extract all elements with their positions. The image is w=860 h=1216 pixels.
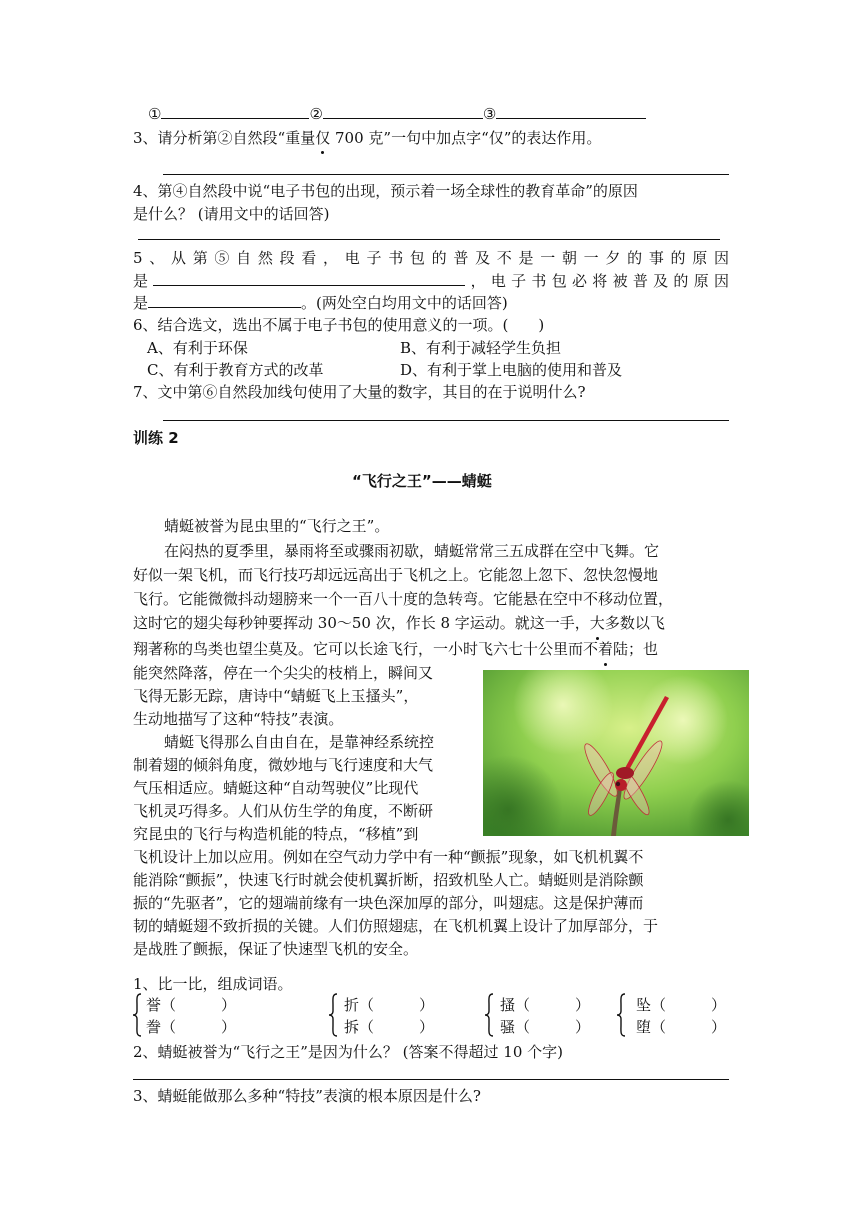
paragraph-3-line: 能消除“颤振”，快速飞行时就会使机翼折断，招致机坠人亡。蜻蜓则是消除颤: [133, 871, 644, 889]
paragraph-1: 蜻蜓被誉为昆虫里的“飞行之王”。: [164, 517, 390, 535]
dotted-char: 仅: [315, 129, 331, 147]
question-7: 7、文中第⑥自然段加线句使用了大量的数字，其目的在于说明什么?: [133, 383, 586, 401]
paragraph-2-line: 飞得无影无踪，唐诗中“蜻蜓飞上玉搔头”，: [133, 687, 419, 705]
dotted-char: 大: [590, 612, 605, 635]
blank-q5-b[interactable]: [148, 292, 301, 308]
brace-icon: [484, 993, 494, 1037]
answer-blanks-row: ① ② ③: [148, 103, 646, 125]
brace-icon: [328, 993, 338, 1037]
word-blank[interactable]: 折（ ）: [344, 996, 435, 1014]
paragraph-3-line: 气压相适应。蜻蜓这种“自动驾驶仪”比现代: [133, 779, 419, 797]
word-blank[interactable]: 誊（ ）: [146, 1018, 237, 1036]
question-4-line2: 是什么？ (请用文中的话回答): [133, 205, 330, 223]
paragraph-3-line: 韧的蜻蜓翅不致折损的关键。人们仿照翅痣，在飞机机翼上设计了加厚部分，于: [133, 917, 659, 935]
paragraph-2-line: 好似一架飞机，而飞行技巧却远远高出于飞机之上。它能忽上忽下、忽快忽慢地: [133, 566, 659, 584]
question-5-line2: 是 ，电子书包必将被普及的原因: [133, 272, 729, 290]
blank-2[interactable]: [323, 103, 483, 119]
dragonfly-photo: [483, 670, 749, 836]
paragraph-3-line: 制着翅的倾斜角度，微妙地与飞行速度和大气: [133, 756, 434, 774]
question-6: 6、结合选文，选出不属于电子书包的使用意义的一项。( ): [133, 316, 545, 334]
word-blank[interactable]: 堕（ ）: [636, 1018, 727, 1036]
option-b[interactable]: B、有利于减轻学生负担: [400, 339, 562, 357]
paragraph-2-line: 翔著称的鸟类也望尘莫及。它可以长途飞行，一小时飞六七十公里而不着陆；也: [133, 638, 658, 661]
question-3: 3、请分析第②自然段“重量仅 700 克”一句中加点字“仅”的表达作用。: [133, 129, 602, 147]
blank-1[interactable]: [161, 103, 309, 119]
option-d[interactable]: D、有利于掌上电脑的使用和普及: [400, 361, 623, 379]
option-a[interactable]: A、有利于环保: [147, 339, 248, 357]
word-blank[interactable]: 誉（ ）: [146, 996, 237, 1014]
paragraph-2-line: 在闷热的夏季里，暴雨将至或骤雨初歇，蜻蜓常常三五成群在空中飞舞。它: [164, 542, 660, 560]
dotted-char: 着: [598, 638, 613, 661]
question-4-line1: 4、第④自然段中说“电子书包的出现，预示着一场全球性的教育革命”的原因: [133, 182, 638, 200]
question-3-section2: 3、蜻蜓能做那么多种“特技”表演的根本原因是什么?: [133, 1087, 481, 1105]
paragraph-3-line: 是战胜了颤振，保证了快速型飞机的安全。: [133, 940, 419, 958]
answer-line-q4[interactable]: [138, 239, 720, 240]
question-5-line3: 是 。(两处空白均用文中的话回答): [133, 294, 508, 312]
question-5-line1: 5、从第⑤自然段看，电子书包的普及不是一朝一夕的事的原因: [133, 249, 729, 267]
paragraph-2-line: 飞行。它能微微抖动翅膀来一个一百八十度的急转弯。它能悬在空中不移动位置，: [133, 590, 674, 608]
answer-line-q2[interactable]: [133, 1079, 729, 1080]
brace-icon: [616, 993, 626, 1037]
answer-line-q3[interactable]: [163, 174, 729, 175]
brace-icon: [132, 993, 142, 1037]
word-blank[interactable]: 骚（ ）: [500, 1018, 591, 1036]
option-c[interactable]: C、有利于教育方式的改革: [147, 361, 324, 379]
paragraph-2-line: 生动地描写了这种“特技”表演。: [133, 710, 344, 728]
paragraph-3-line: 飞机灵巧得多。人们从仿生学的角度，不断研: [133, 802, 434, 820]
answer-line-q7[interactable]: [163, 420, 729, 421]
word-blank[interactable]: 拆（ ）: [344, 1018, 435, 1036]
paragraph-3-line: 蜻蜓飞得那么自由自在，是靠神经系统控: [164, 733, 435, 751]
paragraph-3-line: 振的“先驱者”，它的翅端前缘有一块色深加厚的部分，叫翅痣。这是保护薄而: [133, 894, 644, 912]
passage-title: “飞行之王”——蜻蜓: [352, 472, 492, 490]
paragraph-2-line: 能突然降落，停在一个尖尖的枝梢上，瞬间又: [133, 664, 434, 682]
question-2: 2、蜻蜓被誉为“飞行之王”是因为什么？ (答案不得超过 10 个字): [133, 1043, 563, 1061]
paragraph-2-line: 这时它的翅尖每秒钟要挥动 30～50 次，作长 8 字运动。就这一手，大多数以飞: [133, 612, 665, 635]
blank-3[interactable]: [496, 103, 646, 119]
paragraph-3-line: 究昆虫的飞行与构造机能的特点，“移植”到: [133, 825, 419, 843]
vocab-question: 1、比一比，组成词语。: [133, 975, 293, 993]
paragraph-3-line: 飞机设计上加以应用。例如在空气动力学中有一种“颤振”现象，如飞机机翼不: [133, 848, 644, 866]
blank-q5-a[interactable]: [153, 270, 465, 286]
word-blank[interactable]: 坠（ ）: [636, 996, 727, 1014]
word-blank[interactable]: 搔（ ）: [500, 996, 591, 1014]
section-heading: 训练 2: [133, 429, 179, 447]
